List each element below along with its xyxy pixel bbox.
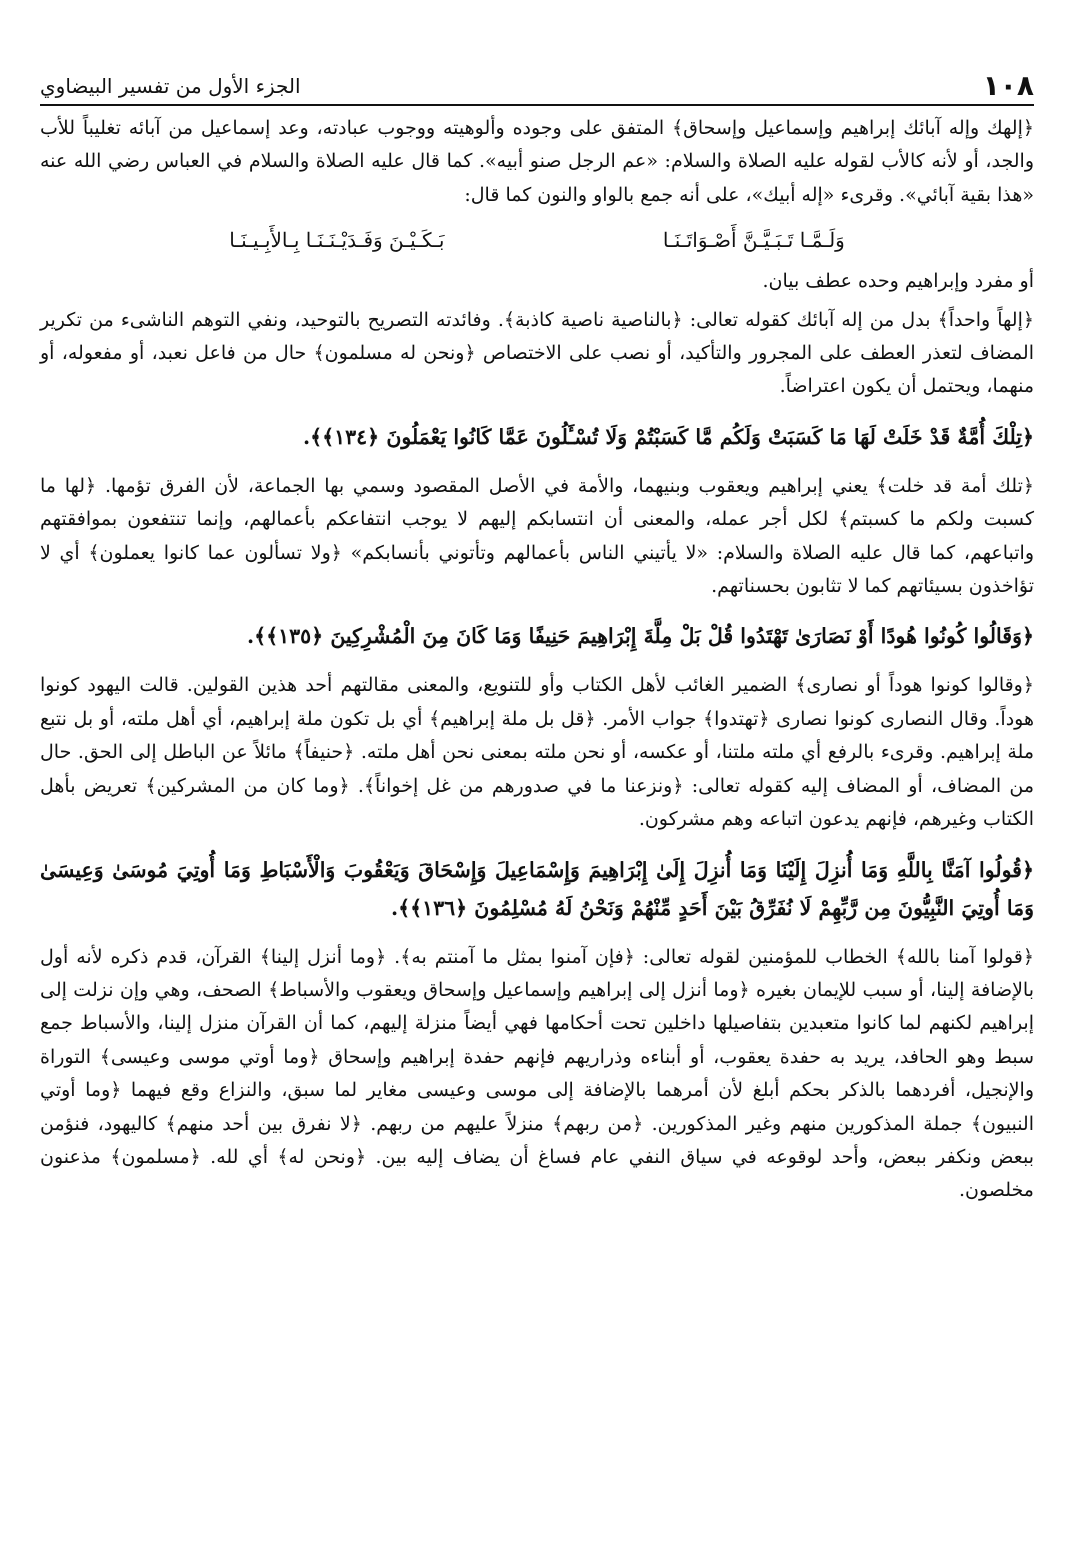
page-content (40, 112, 1034, 1208)
quran-verse: ﴿قُولُوا آمَنَّا بِاللَّهِ وَمَا أُنزِلَ إِلَيْنَا وَمَا أُنزِلَ إِلَىٰ إِبْرَاهِيمَ وَإِسْمَاعِيلَ وَإِسْحَاقَ وَيَعْقُوبَ وَالْأَسْبَاطِ وَمَا أُوتِيَ مُوسَىٰ وَعِيسَىٰ وَمَا أُوتِيَ النَّبِيُّونَ مِن رَّبِّهِمْ لَا نُفَرِّقُ بَيْنَ أَحَدٍ مِّنْهُمْ وَنَحْنُ لَهُ مُسْلِمُونَ ﴿١٣٦﴾﴾. (40, 857, 1034, 920)
commentary-paragraph: ﴿وقالوا كونوا هوداً أو نصارى﴾ الضمير الغائب لأهل الكتاب وأو للتنويع، والمعنى مقالتهم أحد هذين القولين. قالت اليهود كونوا هوداً. وقال النصارى كونوا نصارى ﴿تهتدوا﴾ جواب الأمر. ﴿قل بل ملة إبراهيم﴾ أي بل تكون ملة إبراهيم، أي أهل ملته، أو بل نتبع ملة إبراهيم. وقرىء بالرفع أي ملته ملتنا، أو عكسه، أو نحن ملته بمعنى نحن أهل ملته. ﴿حنيفاً﴾ مائلاً عن الباطل إلى الحق. حال من المضاف، أو المضاف إليه كقوله تعالى: ﴿ونزعنا ما في صدورهم من غل إخواناً﴾. ﴿وما كان من المشركين﴾ تعريض بأهل الكتاب وغيرهم، فإنهم يدعون اتباعه وهم مشركون. (40, 674, 1034, 831)
commentary-paragraph: ﴿تلك أمة قد خلت﴾ يعني إبراهيم ويعقوب وبنيهما، والأمة في الأصل المقصود وسمي بها الجماعة، لأن الفرق تؤمها. ﴿لها ما كسبت ولكم ما كسبتم﴾ لكل أجر عمله، والمعنى أن انتسابكم إليهم لا يوجب انتفاعكم بأعمالهم، وإنما تنتفعون بموافقتهم واتباعهم، كما قال عليه الصلاة والسلام: «لا يأتيني الناس بأعمالهم وتأتوني بأنسابكم» ﴿ولا تسألون عما كانوا يعملون﴾ أي لا تؤاخذون بسيئاتهم كما لا تثابون بحسناتهم. (40, 474, 1034, 598)
commentary-paragraph: ﴿إلهك وإله آبائك إبراهيم وإسماعيل وإسحاق﴾ المتفق على وجوده وألوهيته ووجوب عبادته، وعد إسماعيل من آبائه تغليباً للأب والجد، أو لأنه كالأب لقوله عليه الصلاة والسلام: «عم الرجل صنو أبيه». كما قال عليه الصلاة والسلام في العباس رضي الله عنه «هذا بقية آبائي». وقرىء «إله أبيك»، على أنه جمع بالواو والنون كما قال: (40, 117, 1034, 206)
poem-line (40, 217, 1034, 263)
running-title: الجزء الأول من تفسير البيضاوي (40, 74, 301, 98)
quran-verse: ﴿تِلْكَ أُمَّةٌ قَدْ خَلَتْ لَهَا مَا كَسَبَتْ وَلَكُم مَّا كَسَبْتُمْ وَلَا تُسْـَٔلُونَ عَمَّا كَانُوا يَعْمَلُونَ ﴿١٣٤﴾﴾. (302, 424, 1034, 449)
quran-verse: ﴿وَقَالُوا كُونُوا هُودًا أَوْ نَصَارَىٰ تَهْتَدُوا قُلْ بَلْ مِلَّةَ إِبْرَاهِيمَ حَنِيفًا وَمَا كَانَ مِنَ الْمُشْرِكِينَ ﴿١٣٥﴾﴾. (246, 624, 1034, 649)
page-number: ١٠٨ (982, 69, 1034, 102)
commentary-paragraph: ﴿قولوا آمنا بالله﴾ الخطاب للمؤمنين لقوله تعالى: ﴿فإن آمنوا بمثل ما آمنتم به﴾. ﴿وما أنزل إلينا﴾ القرآن، قدم ذكره لأنه أول بالإضافة إلينا، أو سبب للإيمان بغيره ﴿وما أنزل إلى إبراهيم وإسماعيل وإسحاق ويعقوب والأسباط﴾ الصحف، وهي وإن نزلت إلى إبراهيم لكنهم لما كانوا متعبدين بتفاصيلها داخلين تحت أحكامها فهي أيضاً منزلة إليهم، كما أن القرآن منزل إلينا، والأسباط جمع سبط وهو الحافد، يريد به حفدة يعقوب، أو أبناءه وذراريهم فإنهم حفدة إبراهيم وإسحاق ﴿وما أوتي موسى وعيسى﴾ التوراة والإنجيل، أفردهما بالذكر بحكم أبلغ لأن أمرهما بالإضافة إلى موسى وعيسى مغاير لما سبق، والنزاع وقع فيهما ﴿وما أوتي النبيون﴾ جملة المذكورين منهم وغير المذكورين. ﴿من ربهم﴾ منزلاً عليهم من ربهم. ﴿لا نفرق بين أحد منهم﴾ كاليهود، فنؤمن ببعض ونكفر ببعض، وأحد لوقوعه في سياق النفي عام فساغ أن يضاف إليه بين. ﴿ونحن له﴾ أي لله. ﴿مسلمون﴾ مذعنون مخلصون. (40, 945, 1034, 1202)
commentary-paragraph: ﴿إلهاً واحداً﴾ بدل من إله آبائك كقوله تعالى: ﴿بالناصية ناصية كاذبة﴾. وفائدته التصريح بالتوحيد، ونفي التوهم الناشىء من تكرير المضاف لتعذر العطف على المجرور والتأكيد، أو نصب على الاختصاص ﴿ونحن له مسلمون﴾ حال من فاعل نعبد، أو مفعوله، أو منهما، ويحتمل أن يكون اعتراضاً. (40, 308, 1035, 398)
poem-hemistich-second: بَـكَـيْـنَ وَفَـدَيْـنَـنَـا بِـالأَبِـيـنَـا (229, 228, 445, 253)
commentary-paragraph: أو مفرد وإبراهيم وحده عطف بيان. (762, 270, 1034, 293)
poem-hemistich-first: وَلَـمَّـا تَـبَـيَّـنَّ أَصْـوَاتَـنَـا (662, 228, 845, 253)
page-header (40, 58, 1034, 106)
